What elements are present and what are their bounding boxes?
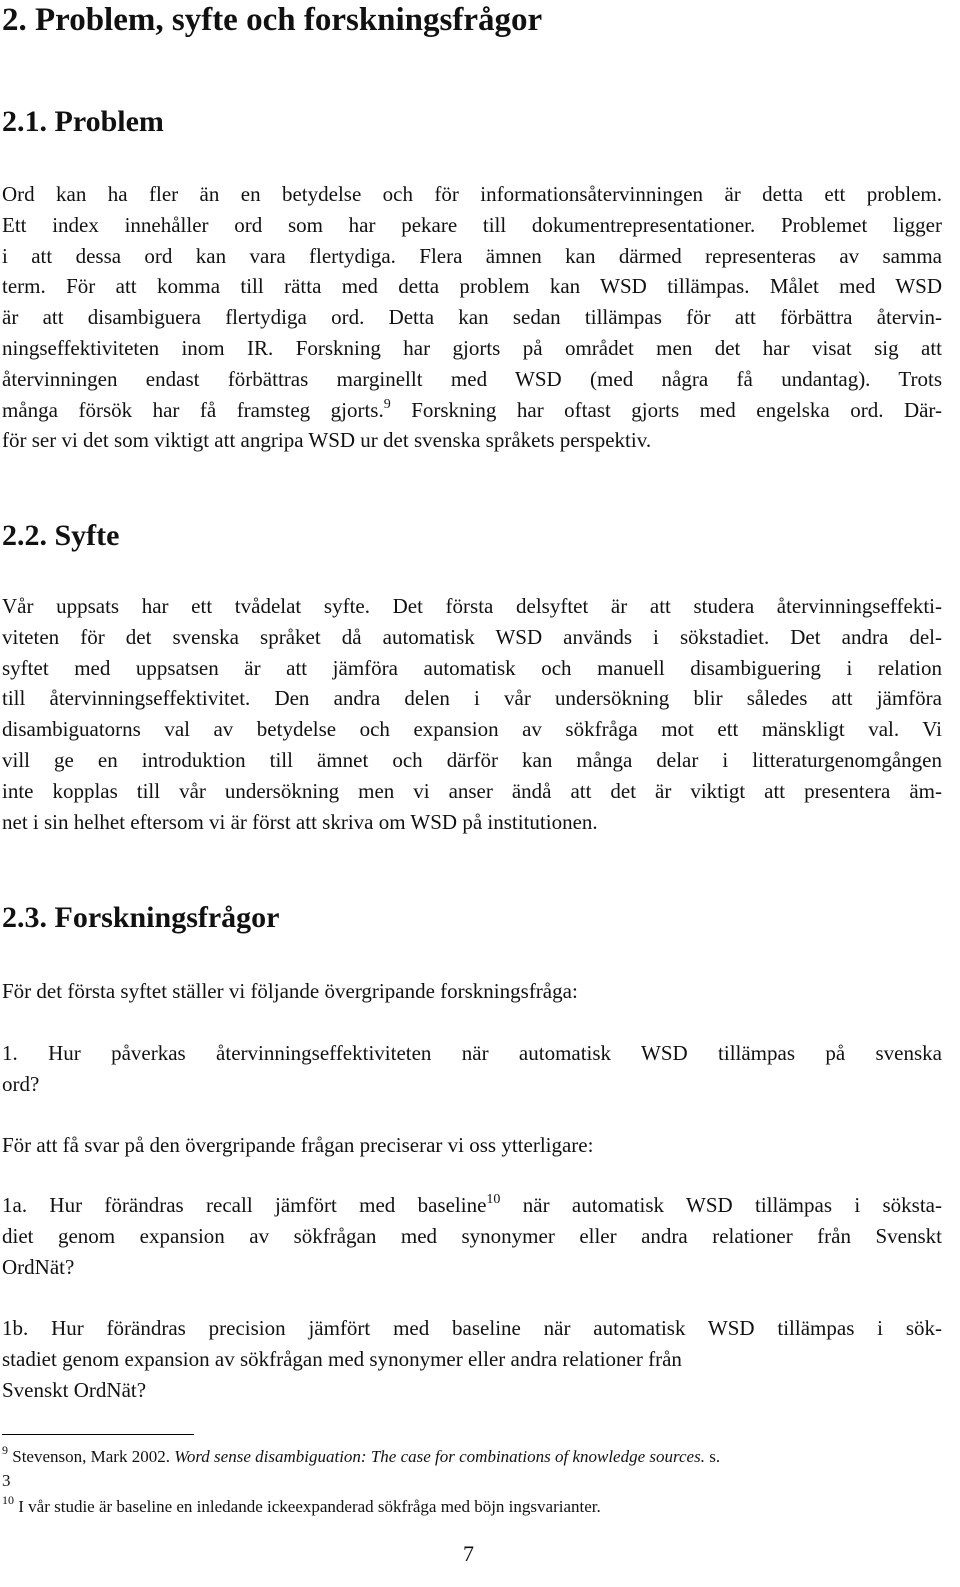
text-line: i att dessa ord kan vara flertydiga. Flera ämnen kan därmed representeras av samma	[2, 243, 942, 268]
text-line: Vår uppsats har ett tvådelat syfte. Det första delsyftet är att studera återvinningseffekti-	[2, 594, 942, 618]
footnote-text: Stevenson, Mark 2002.	[8, 1447, 175, 1466]
text-segment: Forskning har oftast gjorts med engelska ord. Där-	[390, 397, 942, 422]
text-line: För det första syftet ställer vi följande övergripande forskningsfråga:	[2, 979, 578, 1003]
text-line: vill ge en introduktion till ämnet och därför kan många delar i litteraturgenomgången	[2, 747, 942, 772]
text-line: ningseffektiviteten inom IR. Forskning har gjorts på området men det har visat sig att	[2, 335, 942, 360]
footnote-ref-9: 9	[383, 396, 391, 412]
forskningsfragor-intro-2	[2, 1130, 942, 1161]
section-heading-forskningsfragor: 2.3. Forskningsfrågor	[2, 901, 280, 934]
problem-paragraph	[2, 179, 942, 456]
text-line: inte kopplas till vår undersökning men vi anser ändå att det är viktigt att presentera äm-	[2, 778, 942, 803]
footnote-text: I vår studie är baseline en inledande ickeexpanderad sökfråga med böjn ingsvarianter.	[14, 1497, 601, 1516]
text-line: disambiguatorns val av betydelse och expansion av sökfråga mot ett mänskligt val. Vi	[2, 717, 942, 742]
text-line-with-footnote	[2, 1190, 942, 1221]
text-line: Ord kan ha fler än en betydelse och för informationsåtervinningen är detta ett problem.	[2, 182, 942, 206]
text-line: är att disambiguera flertydiga ord. Detta kan sedan tillämpas för att förbättra återvin-	[2, 305, 942, 330]
text-line: för ser vi det som viktigt att angripa WSD ur det svenska språkets perspektiv.	[2, 428, 652, 453]
text-line: viteten för det svenska språket då automatisk WSD används i sökstadiet. Det andra del-	[2, 624, 942, 649]
footnote-text: s.	[704, 1447, 721, 1466]
text-segment: när automatisk WSD tillämpas i söksta-	[500, 1193, 942, 1217]
section-heading-syfte: 2.2. Syfte	[2, 519, 120, 552]
footnote-9-page: 3	[2, 1471, 11, 1490]
chapter-title: 2. Problem, syfte och forskningsfrågor	[2, 2, 543, 38]
syfte-paragraph	[2, 591, 942, 837]
footnote-9	[2, 1443, 947, 1468]
page-number: 7	[463, 1541, 474, 1566]
footnote-number: 10	[2, 1493, 14, 1507]
text-line: 1b. Hur förändras precision jämfört med baseline när automatisk WSD tillämpas i sök-	[2, 1316, 942, 1340]
footnote-ref-10: 10	[486, 1192, 501, 1207]
section-heading-problem: 2.1. Problem	[2, 105, 164, 138]
text-line: För att få svar på den övergripande frågan preciserar vi oss ytterligare:	[2, 1133, 594, 1157]
text-line: återvinningen endast förbättras marginellt med WSD (med några få undantag). Trots	[2, 366, 942, 391]
text-line: syftet med uppsatsen är att jämföra automatisk och manuell disambiguering i relation	[2, 655, 942, 680]
text-line: till återvinningseffektivitet. Den andra delen i vår undersökning blir således att jämföra	[2, 686, 942, 711]
text-segment: många försök har få framsteg gjorts.	[2, 397, 384, 422]
footnote-divider	[2, 1434, 194, 1435]
text-line: 1. Hur påverkas återvinningseffektiviteten när automatisk WSD tillämpas på svenska	[2, 1041, 942, 1065]
footnote-title: Word sense disambiguation: The case for combinations of knowledge sources.	[174, 1447, 705, 1466]
text-line: Ett index innehåller ord som har pekare till dokumentrepresentationer. Problemet ligger	[2, 212, 942, 237]
footnote-10	[2, 1493, 601, 1518]
text-line: net i sin helhet eftersom vi är först att skriva om WSD på institutionen.	[2, 809, 598, 834]
research-question-1	[2, 1038, 942, 1100]
text-line-with-footnote	[2, 395, 942, 426]
forskningsfragor-intro	[2, 976, 942, 1007]
research-question-1a	[2, 1190, 942, 1282]
text-line: term. För att komma till rätta med detta problem kan WSD tillämpas. Målet med WSD	[2, 274, 942, 299]
text-line: diet genom expansion av sökfrågan med synonymer eller andra relationer från Svenskt	[2, 1223, 942, 1248]
text-line: stadiet genom expansion av sökfrågan med synonymer eller andra relationer från	[2, 1346, 682, 1371]
research-question-1b	[2, 1313, 942, 1405]
text-segment: 1a. Hur förändras recall jämfört med baseline	[2, 1193, 487, 1217]
text-line: ord?	[2, 1071, 40, 1096]
footnote-number: 9	[2, 1443, 8, 1457]
text-line: Svenskt OrdNät?	[2, 1377, 147, 1402]
text-line: OrdNät?	[2, 1254, 75, 1279]
